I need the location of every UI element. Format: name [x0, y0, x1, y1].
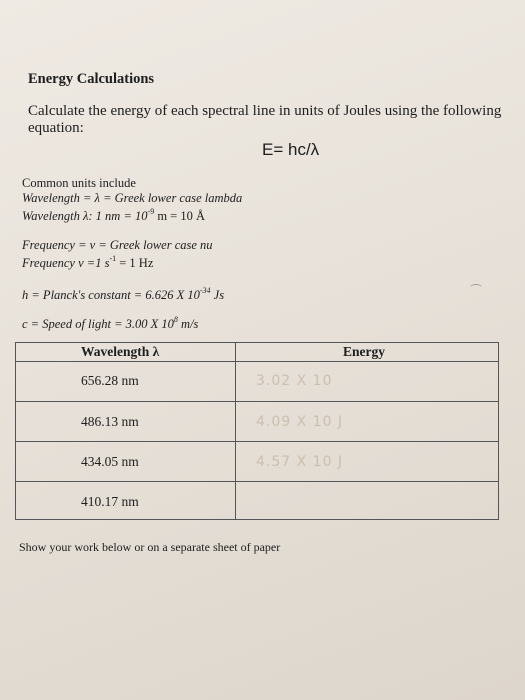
- wavelength-value: 410.17 nm: [81, 494, 139, 509]
- energy-table: [15, 342, 499, 520]
- table-row: [16, 402, 498, 442]
- table-header: [16, 343, 498, 362]
- wavelength-value: 486.13 nm: [81, 414, 139, 429]
- units-heading: Common units include: [22, 176, 136, 190]
- instructions-line-2: equation:: [28, 120, 84, 136]
- instructions-line-1: Calculate the energy of each spectral line in units of Joules using the following: [28, 103, 502, 119]
- energy-value: 3.02 X 10: [256, 373, 333, 389]
- footer-note: Show your work below or on a separate sheet of paper: [19, 540, 281, 554]
- frequency-conversion: Frequency v =1 $s^{-1} = 1$ Hz: [22, 254, 154, 270]
- pencil-mark: [470, 284, 482, 291]
- header-energy: Energy: [343, 344, 385, 359]
- wavelength-definition: Wavelength = λ = Greek lower case lambda: [22, 191, 243, 205]
- table-row: [16, 482, 498, 520]
- energy-value: 4.57 X 10 J: [256, 454, 344, 470]
- wavelength-conversion: Wavelength λ: 1 nm = $10^{-9}$ m = 10 Å: [22, 207, 206, 223]
- speed-of-light: c = Speed of light = 3.00 X $10^8$ m/s: [22, 315, 199, 331]
- table-row: [16, 361, 498, 402]
- frequency-definition: Frequency = v = Greek lower case nu: [22, 238, 213, 252]
- planck-constant: h = Planck's constant = 6.626 X $10^{-34}$ Js: [22, 286, 225, 302]
- page-title: Energy Calculations: [28, 71, 155, 87]
- wavelength-value: 656.28 nm: [81, 373, 139, 388]
- energy-value: 4.09 X 10 J: [256, 414, 344, 430]
- table-row: [16, 442, 498, 482]
- wavelength-value: 434.05 nm: [81, 454, 139, 469]
- energy-equation: E= hc/λ: [262, 140, 320, 159]
- header-wavelength: Wavelength λ: [81, 344, 160, 359]
